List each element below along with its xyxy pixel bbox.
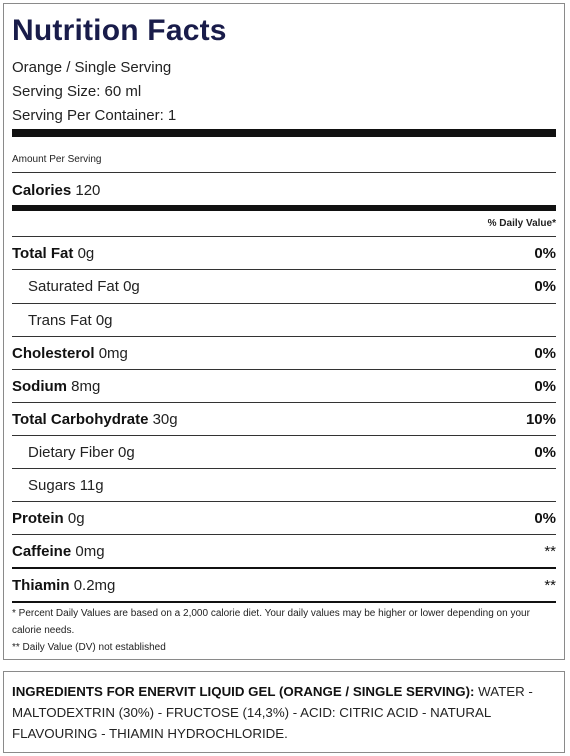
nutrient-row-saturated-fat	[12, 270, 556, 302]
nutrient-name: Trans Fat	[28, 311, 92, 329]
nutrient-row-sodium	[12, 370, 556, 402]
nutrient-name: Protein	[12, 509, 64, 527]
nutrient-row-protein	[12, 502, 556, 534]
nutrient-dv: 0%	[534, 443, 556, 461]
calories-row	[12, 174, 556, 206]
thick-divider	[12, 129, 556, 137]
nutrient-row-dietary-fiber	[12, 436, 556, 468]
ingredients-text: WATER - MALTODEXTRIN (30%) - FRUCTOSE (14,3%) - ACID: CITRIC ACID - NATURAL FLAVOURING - THIAMIN HYDROCHLORIDE.	[12, 684, 533, 741]
nutrient-dv: 10%	[525, 410, 556, 428]
nutrient-amount: 0g	[123, 277, 140, 295]
nutrient-name: Caffeine	[12, 542, 72, 560]
nutrient-name: Cholesterol	[12, 344, 95, 362]
nutrient-name: Sodium	[12, 377, 67, 395]
nutrient-name: Saturated Fat	[28, 277, 119, 295]
nutrient-row-thiamin	[12, 569, 556, 601]
nutrient-row-trans-fat	[12, 304, 556, 336]
nutrient-amount: 0g	[95, 311, 113, 329]
nutrient-row-total-fat	[12, 237, 556, 269]
nutrient-row-caffeine	[12, 535, 556, 567]
nutrient-amount: 0.2mg	[73, 576, 116, 594]
nutrient-amount: 0g	[67, 509, 85, 527]
nutrient-name: Total Carbohydrate	[12, 410, 149, 428]
medium-divider	[12, 205, 556, 211]
daily-value-header: % Daily Value*	[487, 218, 556, 229]
nutrition-facts-panel	[3, 3, 565, 660]
nutrient-name: Dietary Fiber	[28, 443, 114, 461]
nutrient-amount: 11g	[79, 476, 104, 494]
panel-title: Nutrition Facts	[12, 14, 227, 47]
amount-per-serving: Amount Per Serving	[12, 154, 102, 165]
nutrient-dv: 0%	[534, 244, 556, 262]
nutrient-dv: 0%	[534, 344, 556, 362]
ingredients-heading: INGREDIENTS FOR ENERVIT LIQUID GEL (ORANGE / SINGLE SERVING):	[12, 684, 475, 699]
nutrient-dv: 0%	[534, 277, 556, 295]
calories-label: Calories	[12, 181, 72, 199]
footnote-daily-values: * Percent Daily Values are based on a 2,000 calorie diet. Your daily values may be higher or lower depending on your calorie needs.	[12, 608, 530, 636]
ingredients-panel	[3, 671, 565, 753]
nutrient-name: Thiamin	[12, 576, 70, 594]
nutrient-amount: 8mg	[71, 377, 101, 395]
nutrient-amount: 30g	[152, 410, 178, 428]
nutrient-dv: **	[544, 576, 556, 594]
nutrient-row-total-carbohydrate	[12, 403, 556, 435]
servings-per-container: Serving Per Container: 1	[12, 107, 177, 124]
nutrient-name: Total Fat	[12, 244, 74, 262]
nutrient-dv: 0%	[534, 509, 556, 527]
nutrient-row-cholesterol	[12, 337, 556, 369]
nutrient-amount: 0mg	[98, 344, 128, 362]
nutrient-dv: **	[544, 542, 556, 560]
footnote-dv-not-established: ** Daily Value (DV) not established	[12, 642, 166, 653]
divider	[12, 172, 556, 173]
nutrient-name: Sugars	[28, 476, 76, 494]
serving-size: Serving Size: 60 ml	[12, 83, 142, 100]
nutrient-amount: 0mg	[75, 542, 105, 560]
nutrient-amount: 0g	[118, 443, 135, 461]
calories-value: 120	[75, 181, 101, 199]
nutrient-dv: 0%	[534, 377, 556, 395]
nutrient-amount: 0g	[77, 244, 95, 262]
variant-text: Orange / Single Serving	[12, 59, 172, 76]
divider	[12, 601, 556, 603]
nutrient-row-sugars	[12, 469, 556, 501]
